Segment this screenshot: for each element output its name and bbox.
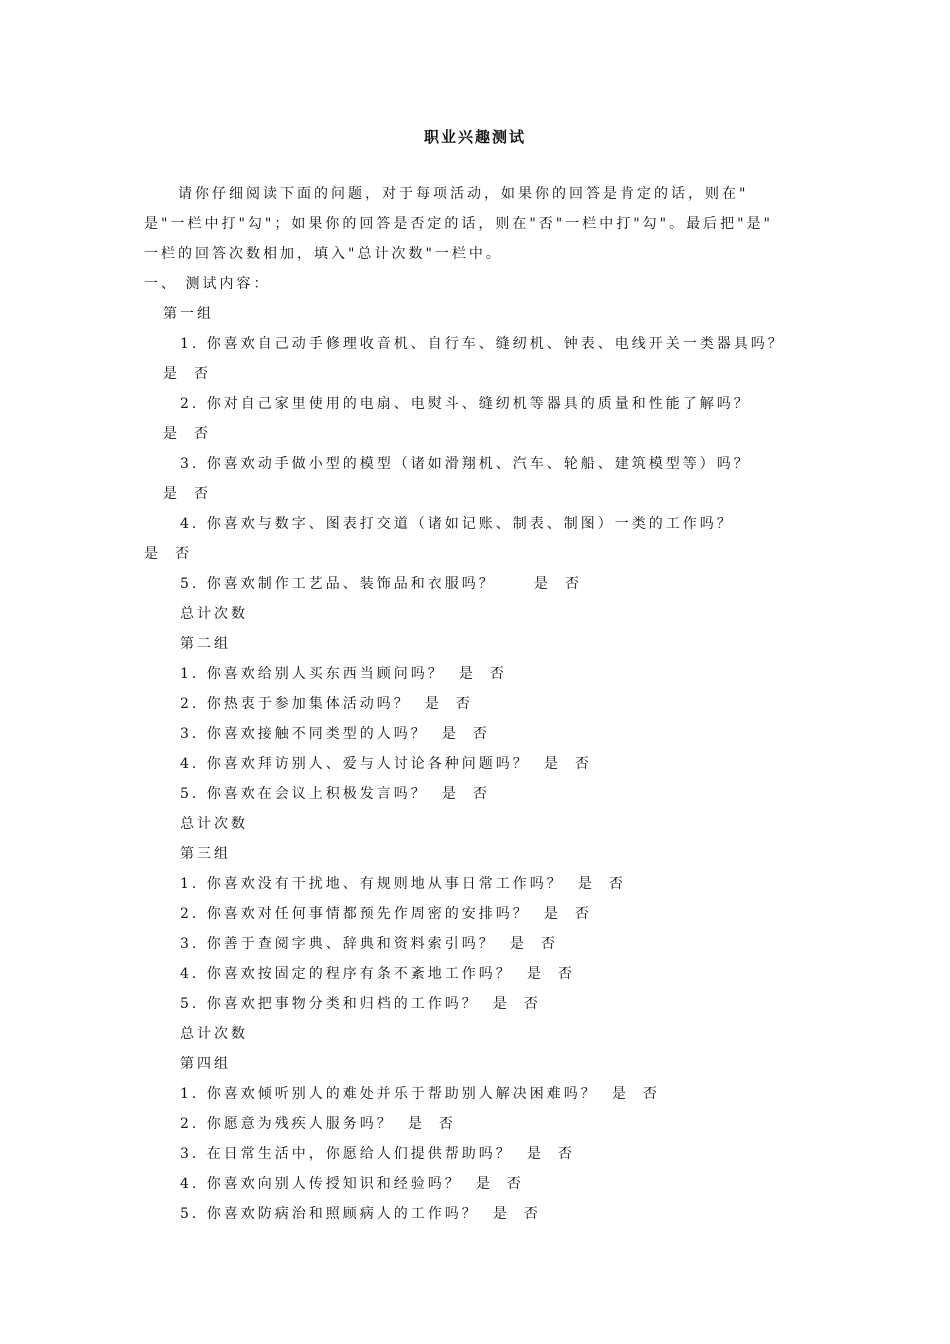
intro-line-1: 请你仔细阅读下面的问题，对于每项活动，如果你的回答是肯定的话，则在" <box>178 186 749 202</box>
group-1-name: 第一组 <box>163 306 214 322</box>
group-2-item-3 <box>180 724 504 744</box>
yes-option[interactable]: 是 <box>533 576 551 592</box>
group-4-name: 第四组 <box>180 1056 231 1072</box>
intro-line-2: 是"一栏中打"勾"；如果你的回答是否定的话，则在"否"一栏中打"勾"。最后把"是" <box>144 216 773 232</box>
item-text: 2. 你喜欢对任何事情都预先作周密的安排吗？ <box>180 906 530 922</box>
yes-option[interactable]: 是 <box>163 486 180 502</box>
group-1-item-3: 3. 你喜欢动手做小型的模型（诸如滑翔机、汽车、轮船、建筑模型等）吗？ <box>180 456 751 472</box>
item-text: 3. 你善于查阅字典、辞典和资料索引吗？ <box>180 936 496 952</box>
yes-option[interactable]: 是 <box>144 546 161 562</box>
no-option[interactable]: 否 <box>642 1086 660 1102</box>
group-3-item-1 <box>180 874 640 894</box>
yes-option[interactable]: 是 <box>543 756 561 772</box>
item-text: 2. 你愿意为残疾人服务吗？ <box>180 1116 394 1132</box>
yes-option[interactable]: 是 <box>611 1086 629 1102</box>
group-1-item-2: 2. 你对自己家里使用的电扇、电熨斗、缝纫机等器具的质量和性能了解吗？ <box>180 396 751 412</box>
no-option[interactable]: 否 <box>574 756 592 772</box>
no-option[interactable]: 否 <box>557 966 575 982</box>
no-option[interactable]: 否 <box>438 1116 456 1132</box>
group-1-item-2-options <box>163 424 225 444</box>
page-title: 职业兴趣测试 <box>423 128 526 146</box>
no-option[interactable]: 否 <box>523 996 541 1012</box>
section-heading: 一、 测试内容： <box>144 276 271 292</box>
no-option[interactable]: 否 <box>472 726 490 742</box>
no-option[interactable]: 否 <box>194 426 211 442</box>
yes-option[interactable]: 是 <box>492 996 510 1012</box>
group-2-name: 第二组 <box>180 636 231 652</box>
item-text: 4. 你喜欢按固定的程序有条不紊地工作吗？ <box>180 966 513 982</box>
intro-line-3: 一栏的回答次数相加，填入"总计次数"一栏中。 <box>144 246 503 262</box>
yes-option[interactable]: 是 <box>407 1116 425 1132</box>
group-4-item-4 <box>180 1174 538 1194</box>
group-3-item-5 <box>180 994 555 1014</box>
item-text: 1. 你喜欢没有干扰地、有规则地从事日常工作吗？ <box>180 876 564 892</box>
no-option[interactable]: 否 <box>564 576 582 592</box>
group-2-item-4 <box>180 754 606 774</box>
group-3-item-3 <box>180 934 572 954</box>
group-3-item-4 <box>180 964 589 984</box>
group-3-name: 第三组 <box>180 846 231 862</box>
yes-option[interactable]: 是 <box>492 1206 510 1222</box>
group-4-item-1 <box>180 1084 674 1104</box>
no-option[interactable]: 否 <box>608 876 626 892</box>
no-option[interactable]: 否 <box>540 936 558 952</box>
yes-option[interactable]: 是 <box>441 786 459 802</box>
group-1-item-3-options <box>163 484 225 504</box>
item-text: 5. 你喜欢在会议上积极发言吗？ <box>180 786 428 802</box>
yes-option[interactable]: 是 <box>543 906 561 922</box>
group-3-item-2 <box>180 904 606 924</box>
no-option[interactable]: 否 <box>557 1146 575 1162</box>
item-text: 5. 你喜欢制作工艺品、装饰品和衣服吗？ <box>180 576 496 592</box>
group-2-total: 总计次数 <box>180 816 248 832</box>
group-1-item-1: 1. 你喜欢自己动手修理收音机、自行车、缝纫机、钟表、电线开关一类器具吗？ <box>180 336 785 352</box>
no-option[interactable]: 否 <box>523 1206 541 1222</box>
group-4-item-3 <box>180 1144 589 1164</box>
item-text: 5. 你喜欢防病治和照顾病人的工作吗？ <box>180 1206 479 1222</box>
item-text: 3. 在日常生活中，你愿给人们提供帮助吗？ <box>180 1146 513 1162</box>
yes-option[interactable]: 是 <box>441 726 459 742</box>
yes-option[interactable]: 是 <box>163 426 180 442</box>
group-2-item-2 <box>180 694 487 714</box>
yes-option[interactable]: 是 <box>475 1176 493 1192</box>
group-2-item-5 <box>180 784 504 804</box>
no-option[interactable]: 否 <box>194 486 211 502</box>
no-option[interactable]: 否 <box>194 366 211 382</box>
no-option[interactable]: 否 <box>455 696 473 712</box>
item-text: 1. 你喜欢倾听别人的难处并乐于帮助别人解决困难吗？ <box>180 1086 598 1102</box>
no-option[interactable]: 否 <box>472 786 490 802</box>
yes-option[interactable]: 是 <box>526 966 544 982</box>
group-3-total: 总计次数 <box>180 1026 248 1042</box>
group-2-item-1 <box>180 664 521 684</box>
item-text: 4. 你喜欢向别人传授知识和经验吗？ <box>180 1176 462 1192</box>
group-1-item-1-options <box>163 364 225 384</box>
no-option[interactable]: 否 <box>506 1176 524 1192</box>
yes-option[interactable]: 是 <box>163 366 180 382</box>
yes-option[interactable]: 是 <box>509 936 527 952</box>
no-option[interactable]: 否 <box>574 906 592 922</box>
item-text: 4. 你喜欢拜访别人、爱与人讨论各种问题吗？ <box>180 756 530 772</box>
no-option[interactable]: 否 <box>489 666 507 682</box>
yes-option[interactable]: 是 <box>458 666 476 682</box>
no-option[interactable]: 否 <box>175 546 192 562</box>
yes-option[interactable]: 是 <box>526 1146 544 1162</box>
group-1-total: 总计次数 <box>180 606 248 622</box>
group-4-item-5 <box>180 1204 555 1224</box>
item-text: 5. 你喜欢把事物分类和归档的工作吗？ <box>180 996 479 1012</box>
group-1-item-4-options <box>144 544 206 564</box>
group-4-item-2 <box>180 1114 470 1134</box>
item-text: 2. 你热衷于参加集体活动吗？ <box>180 696 411 712</box>
item-text: 3. 你喜欢接触不同类型的人吗？ <box>180 726 428 742</box>
item-text: 1. 你喜欢给别人买东西当顾问吗？ <box>180 666 445 682</box>
group-1-item-4: 4. 你喜欢与数字、图表打交道（诸如记账、制表、制图）一类的工作吗？ <box>180 516 734 532</box>
yes-option[interactable]: 是 <box>424 696 442 712</box>
yes-option[interactable]: 是 <box>577 876 595 892</box>
group-1-item-5 <box>180 574 596 594</box>
